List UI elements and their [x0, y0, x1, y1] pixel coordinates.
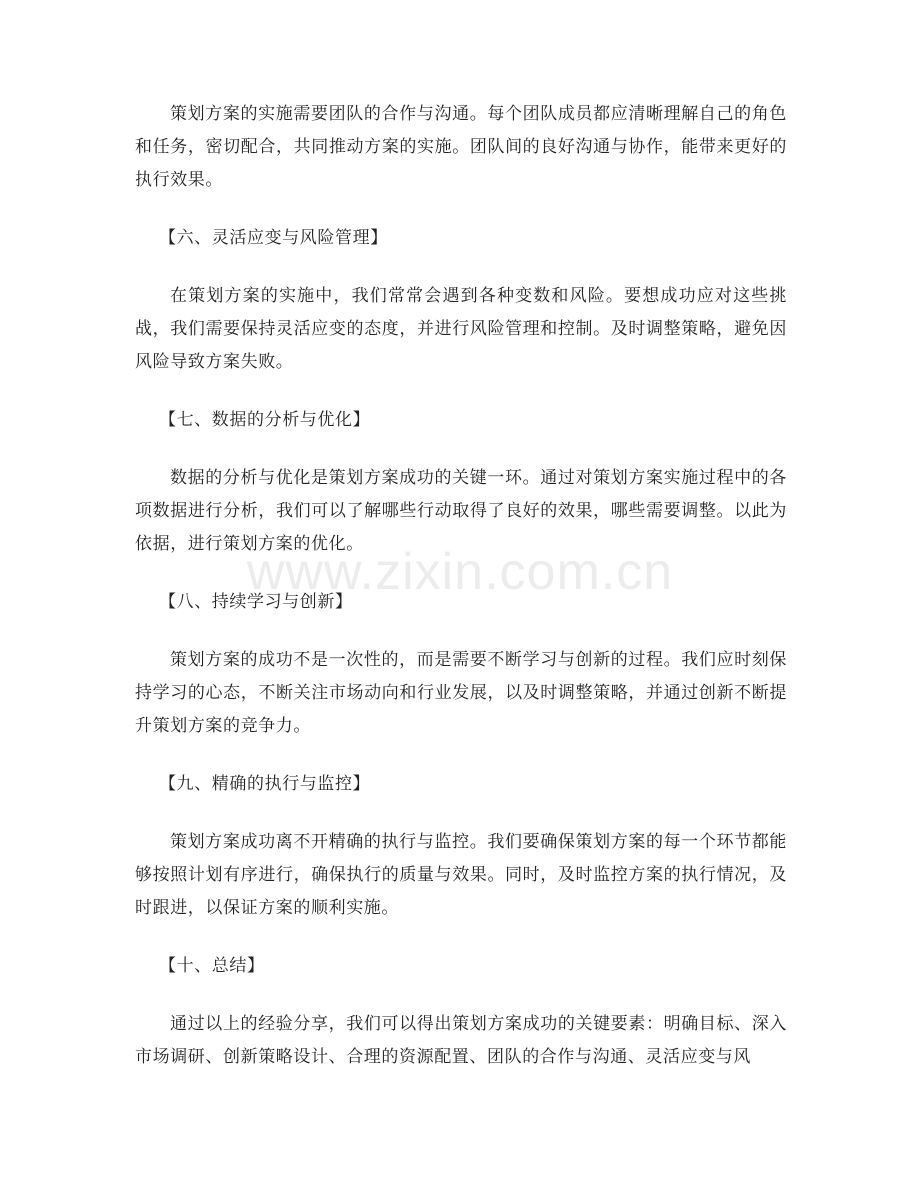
- paragraph-risk-management: 在策划方案的实施中，我们常常会遇到各种变数和风险。要想成功应对这些挑战，我们需要保持灵活应变的态度，并进行风险管理和控制。及时调整策略，避免因风险导致方案失败。: [135, 286, 787, 372]
- heading-section-8: 【八、持续学习与创新】: [159, 592, 353, 612]
- paragraph-learning-innovation: 策划方案的成功不是一次性的，而是需要不断学习与创新的过程。我们应时刻保持学习的心态，不断关注市场动向和行业发展，以及时调整策略，并通过创新不断提升策划方案的竞争力。: [135, 650, 787, 736]
- heading-section-9: 【九、精确的执行与监控】: [159, 774, 371, 794]
- paragraph-teamwork: 策划方案的实施需要团队的合作与沟通。每个团队成员都应清晰理解自己的角色和任务，密切配合，共同推动方案的实施。团队间的良好沟通与协作，能带来更好的执行效果。: [135, 104, 787, 190]
- watermark: www.zixin.com.cn: [246, 543, 674, 601]
- heading-section-10: 【十、总结】: [159, 956, 265, 976]
- document-body: [135, 98, 787, 1099]
- paragraph-execution-monitoring: 策划方案成功离不开精确的执行与监控。我们要确保策划方案的每一个环节都能够按照计划有序进行，确保执行的质量与效果。同时，及时监控方案的执行情况，及时跟进，以保证方案的顺利实施。: [135, 832, 787, 918]
- heading-section-7: 【七、数据的分析与优化】: [159, 410, 371, 430]
- heading-section-6: 【六、灵活应变与风险管理】: [159, 228, 388, 248]
- paragraph-data-analysis: 数据的分析与优化是策划方案成功的关键一环。通过对策划方案实施过程中的各项数据进行分析，我们可以了解哪些行动取得了良好的效果，哪些需要调整。以此为依据，进行策划方案的优化。: [135, 468, 787, 554]
- paragraph-summary: 通过以上的经验分享，我们可以得出策划方案成功的关键要素：明确目标、深入市场调研、创新策略设计、合理的资源配置、团队的合作与沟通、灵活应变与风: [135, 1014, 787, 1067]
